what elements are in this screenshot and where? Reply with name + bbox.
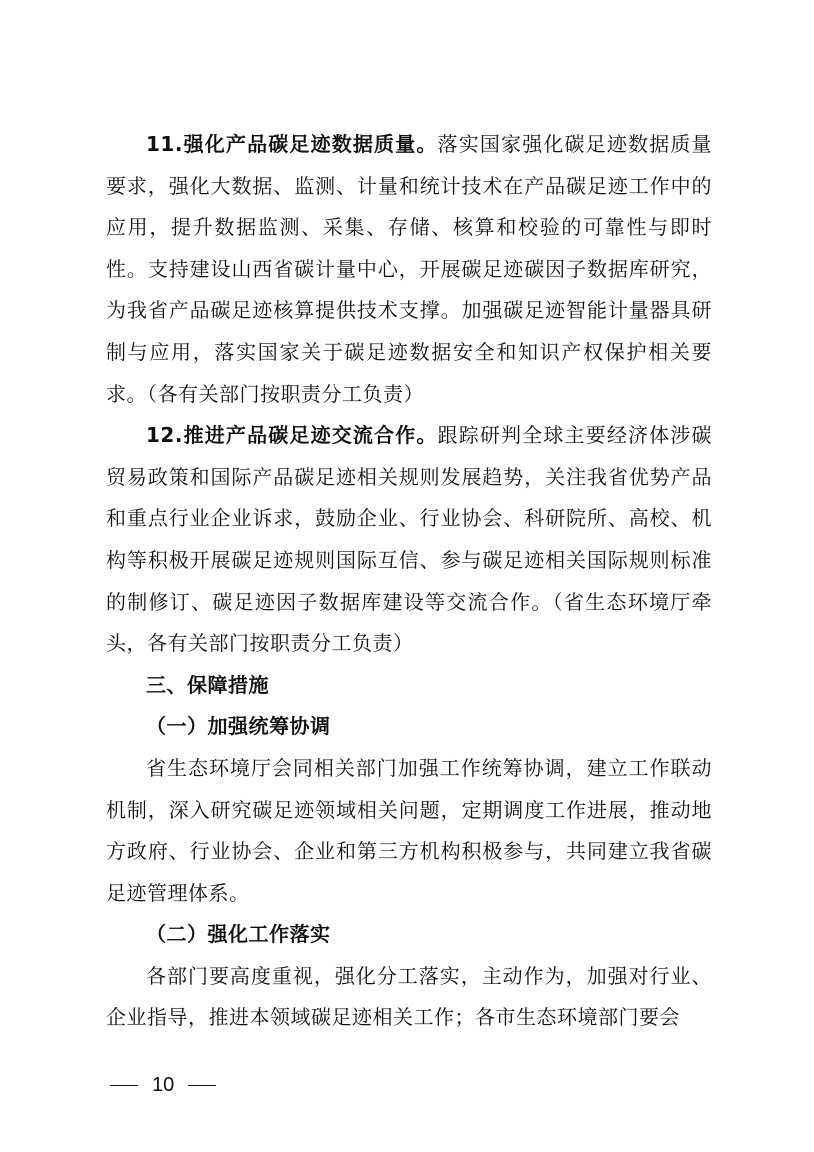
paragraph-item-11 xyxy=(106,124,712,415)
subsection-heading-1: （一）加强统筹协调 xyxy=(146,714,331,739)
subsection-heading-2: （二）强化工作落实 xyxy=(146,922,331,947)
item-12-text: 跟踪研判全球主要经济体涉碳贸易政策和国际产品碳足迹相关规则发展趋势，关注我省优势产品和重点行业企业诉求，鼓励企业、行业协会、科研院所、高校、机构等积极开展碳足迹规则国际互信、参与碳足迹相关国际规则标准的制修订、碳足迹因子数据库建设等交流合作。（省生态环境厅牵头，各有关部门按职责分工负责） xyxy=(106,423,712,656)
page-number: 10 xyxy=(152,1074,175,1096)
item-12-lead: 12.推进产品碳足迹交流合作。 xyxy=(146,423,438,448)
subsection-2-text: 各部门要高度重视，强化分工落实，主动作为，加强对行业、企业指导，推进本领域碳足迹相关工作；各市生态环境部门要会 xyxy=(106,963,712,1030)
subsection-1-text: 省生态环境厅会同相关部门加强工作统筹协调，建立工作联动机制，深入研究碳足迹领域相关问题，定期调度工作进展，推动地方政府、行业协会、企业和第三方机构积极参与，共同建立我省碳足迹管理体系。 xyxy=(106,755,712,905)
section-heading: 三、保障措施 xyxy=(146,672,269,697)
item-11-lead: 11.强化产品碳足迹数据质量。 xyxy=(146,132,438,156)
page-footer xyxy=(110,1074,216,1097)
footer-dash-left xyxy=(110,1085,138,1087)
footer-dash-right xyxy=(188,1085,216,1087)
item-11-text: 落实国家强化碳足迹数据质量要求，强化大数据、监测、计量和统计技术在产品碳足迹工作中的应用，提升数据监测、采集、存储、核算和校验的可靠性与即时性。支持建设山西省碳计量中心，开展碳足迹碳因子数据库研究，为我省产品碳足迹核算提供技术支撑。加强碳足迹智能计量器具研制与应用，落实国家关于碳足迹数据安全和知识产权保护相关要求。（各有关部门按职责分工负责） xyxy=(106,132,712,406)
paragraph-item-12 xyxy=(106,415,712,665)
document-body xyxy=(106,124,712,1039)
